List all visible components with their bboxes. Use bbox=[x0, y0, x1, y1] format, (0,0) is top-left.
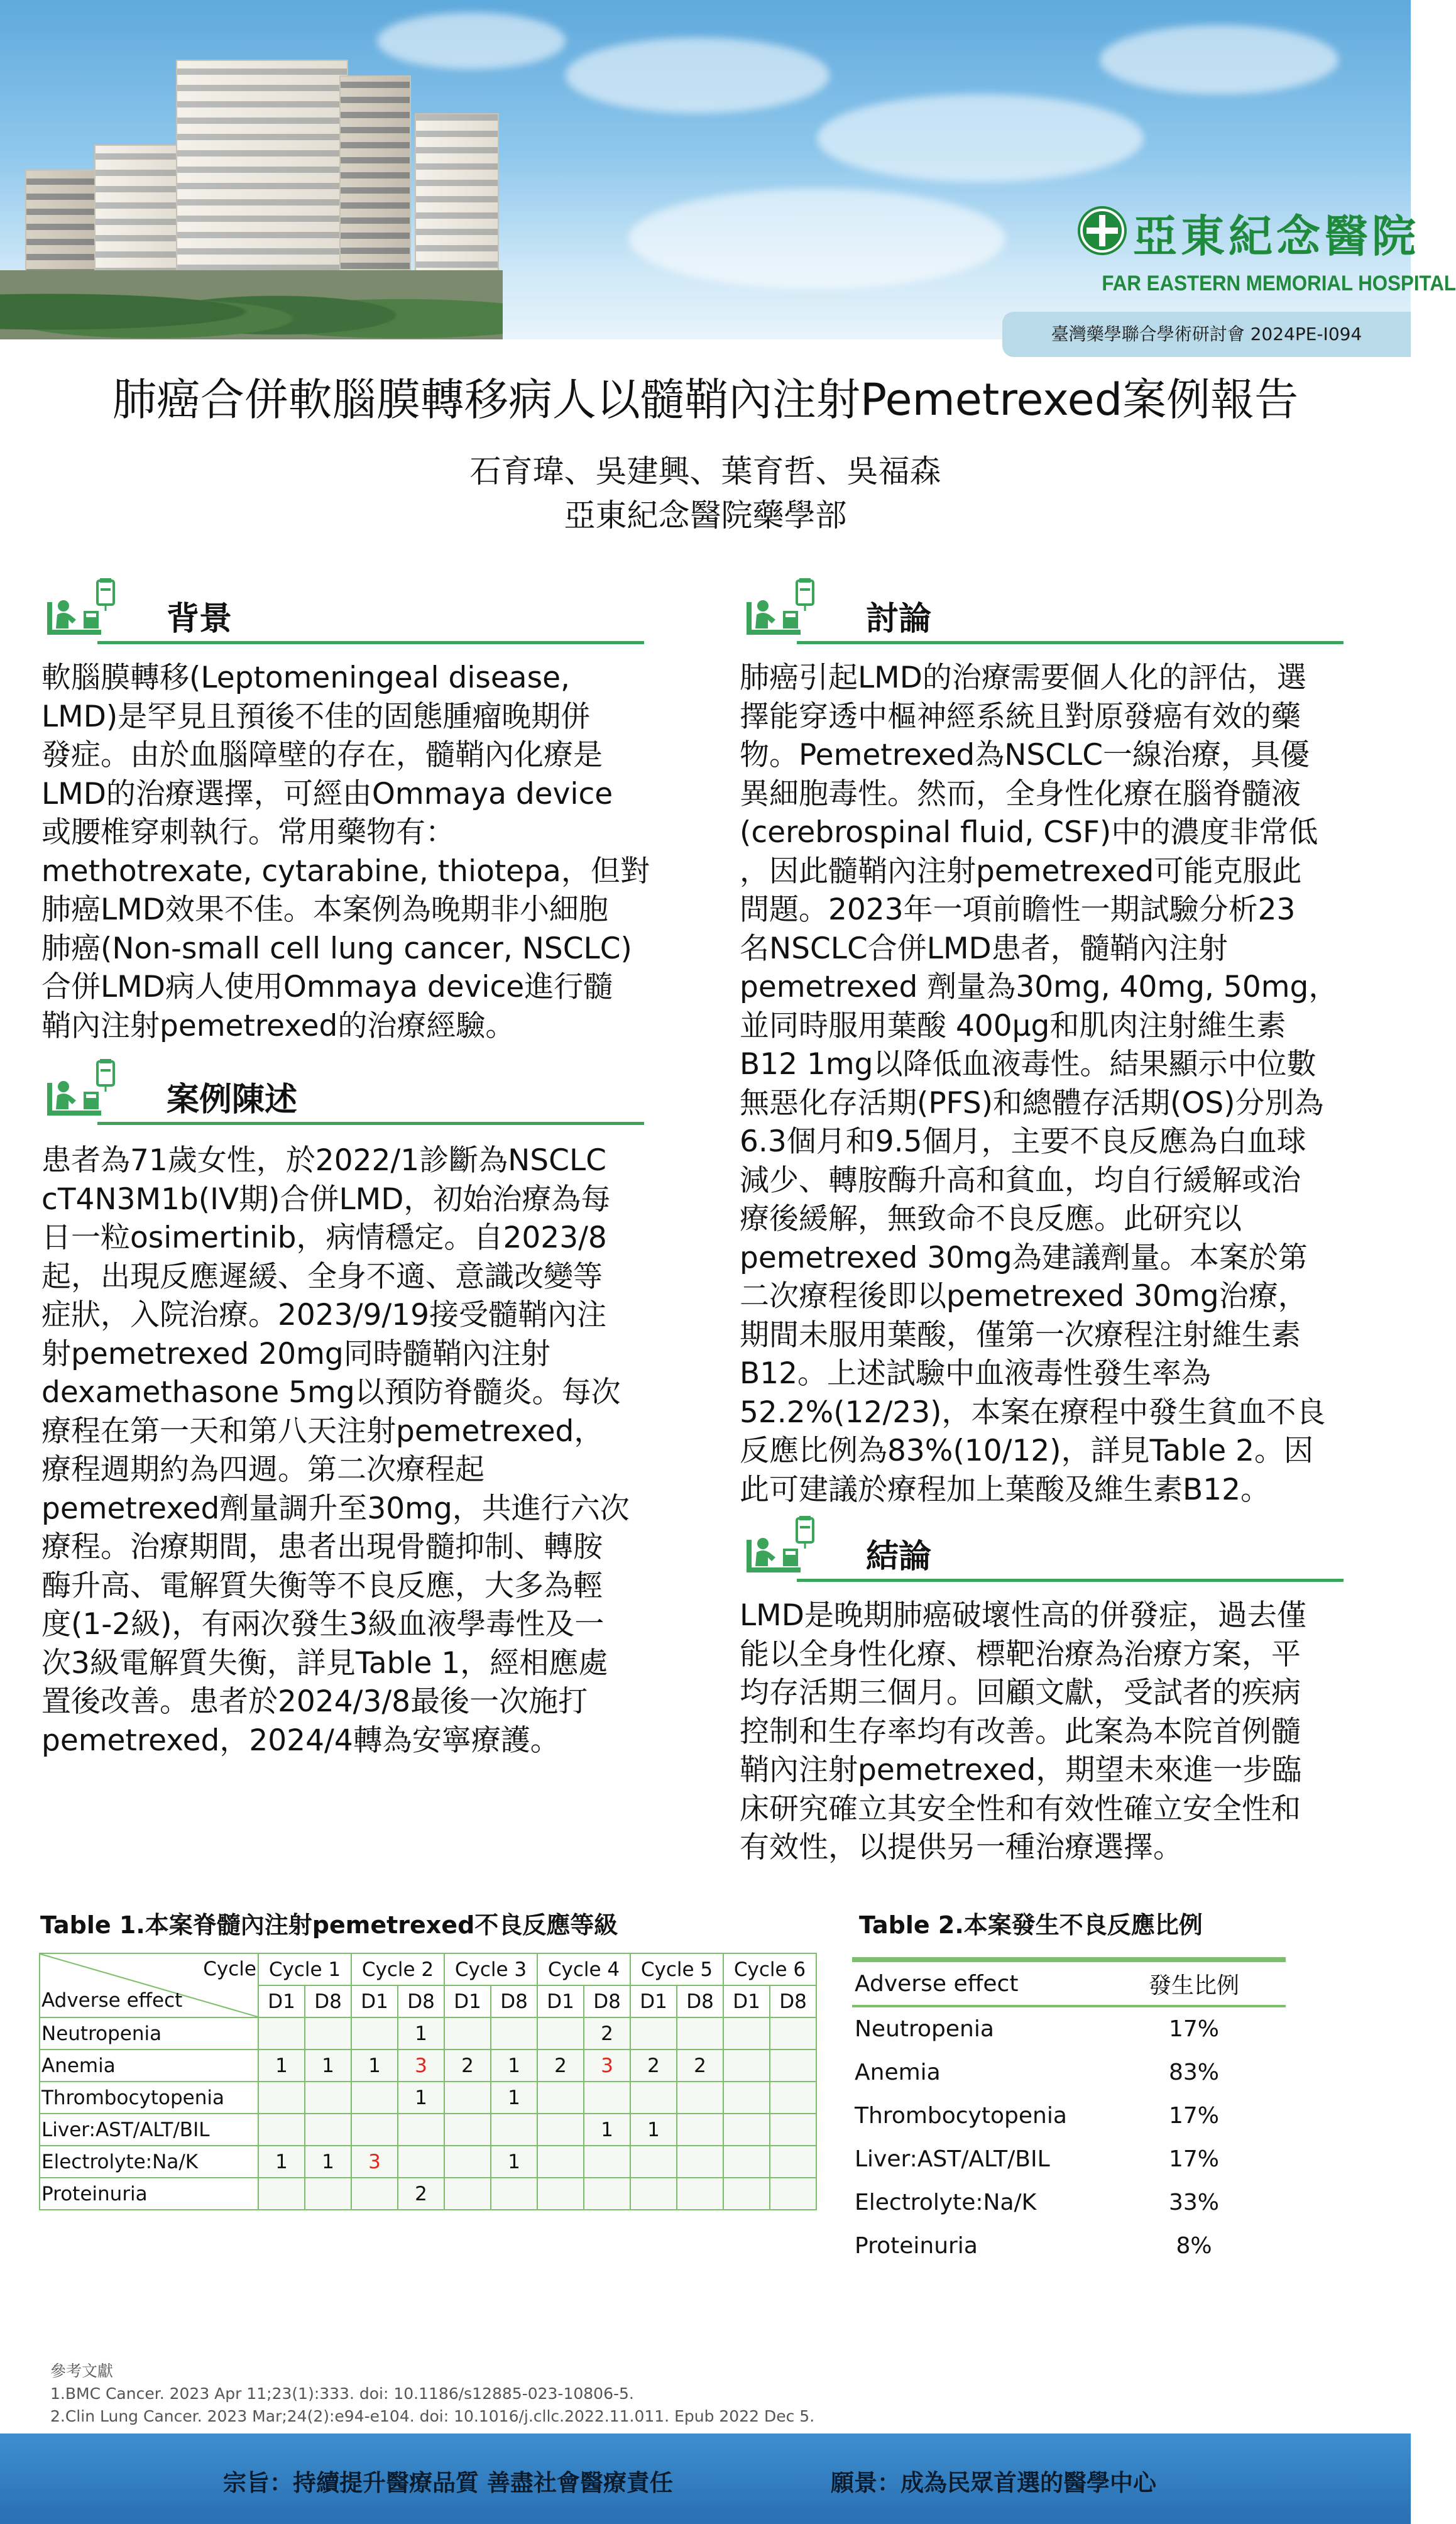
footer-banner bbox=[0, 2433, 1411, 2524]
grade-cell: 1 bbox=[398, 2082, 444, 2114]
rate-value: 83% bbox=[1168, 2060, 1219, 2085]
adverse-effect-label: Liver:AST/ALT/BIL bbox=[40, 2114, 258, 2146]
grade-cell bbox=[351, 2082, 398, 2114]
table-row bbox=[852, 2137, 1286, 2181]
grade-cell: 1 bbox=[491, 2049, 537, 2082]
adverse-effect-label: Anemia bbox=[40, 2049, 258, 2082]
table-row bbox=[40, 2017, 816, 2049]
day-header: D1 bbox=[630, 1985, 677, 2017]
hospital-logo bbox=[1078, 201, 1456, 302]
hospital-name-en: FAR EASTERN MEMORIAL HOSPITAL bbox=[1102, 272, 1456, 295]
grade-cell bbox=[677, 2146, 723, 2178]
background-text: 軟腦膜轉移(Leptomeningeal disease, LMD)是罕見且預後不佳的固態腫瘤晚期併 發症。由於血腦障壁的存在，髓鞘內化療是 LMD的治療選擇，可經由Ommaya device 或腰椎穿刺執行。常用藥物有： methotrexate, cytarabine, thiotepa，但對 肺癌LMD效果不佳。本案例為晚期非小細胞 肺癌(Non-small cell lung cancer, NSCLC) 合併LMD病人使用Ommaya device進行髓 鞘內注射pemetrexed的治療經驗。 bbox=[41, 661, 650, 1043]
grade-cell: 1 bbox=[258, 2049, 305, 2082]
reference-item: 1.BMC Cancer. 2023 Apr 11;23(1):333. doi: 10.1186/s12885-023-10806-5. bbox=[50, 2384, 634, 2403]
grade-cell: 1 bbox=[491, 2146, 537, 2178]
adverse-effect-label: Thrombocytopenia bbox=[855, 2103, 1067, 2129]
grade-cell bbox=[305, 2017, 351, 2049]
authors: 石育瑋、吳建興、葉育哲、吳福森 bbox=[469, 453, 941, 490]
pharmacist-icon bbox=[747, 1516, 816, 1579]
grade-cell bbox=[677, 2017, 723, 2049]
day-header: D8 bbox=[584, 1985, 630, 2017]
grade-cell bbox=[258, 2114, 305, 2146]
table-top-rule bbox=[852, 1957, 1286, 1962]
header-banner bbox=[0, 0, 1456, 339]
adverse-effect-label: Proteinuria bbox=[40, 2178, 258, 2210]
grade-cell: 2 bbox=[537, 2049, 584, 2082]
grade-cell bbox=[723, 2178, 770, 2210]
table-row bbox=[852, 2094, 1286, 2137]
adverse-effect-label: Proteinuria bbox=[855, 2233, 978, 2259]
grade-cell bbox=[305, 2114, 351, 2146]
grade-cell bbox=[630, 2178, 677, 2210]
grade-cell bbox=[770, 2146, 816, 2178]
adverse-effect-label: Anemia bbox=[855, 2060, 941, 2085]
table-row bbox=[40, 2082, 816, 2114]
grade-cell bbox=[351, 2178, 398, 2210]
section-title-conclusion: 結論 bbox=[866, 1538, 932, 1576]
table-corner-cell: Cycle Adverse effect bbox=[40, 1953, 258, 2017]
grade-cell bbox=[537, 2082, 584, 2114]
grade-cell bbox=[258, 2082, 305, 2114]
poster-title: 肺癌合併軟腦膜轉移病人以髓鞘內注射Pemetrexed案例報告 bbox=[112, 374, 1299, 425]
grade-cell: 1 bbox=[305, 2146, 351, 2178]
table-row bbox=[40, 2049, 816, 2082]
table-row bbox=[40, 2178, 816, 2210]
grade-cell bbox=[723, 2114, 770, 2146]
section-title-background: 背景 bbox=[167, 600, 233, 638]
hospital-emblem-icon bbox=[1078, 206, 1127, 255]
adverse-effect-label: Liver:AST/ALT/BIL bbox=[855, 2146, 1050, 2172]
day-header: D1 bbox=[723, 1985, 770, 2017]
adverse-effect-rate-table bbox=[852, 1957, 1286, 2268]
grade-cell bbox=[677, 2178, 723, 2210]
cycle-header: Cycle 5 bbox=[630, 1953, 723, 1985]
grade-cell bbox=[630, 2017, 677, 2049]
affiliation: 亞東紀念醫院藥學部 bbox=[564, 497, 847, 534]
grade-cell bbox=[537, 2017, 584, 2049]
section-divider bbox=[97, 1122, 644, 1125]
day-header: D1 bbox=[444, 1985, 491, 2017]
table2-caption: Table 2.本案發生不良反應比例 bbox=[859, 1911, 1203, 1939]
grade-cell bbox=[630, 2146, 677, 2178]
column-header: Adverse effect bbox=[855, 1970, 1019, 1997]
grade-cell bbox=[258, 2178, 305, 2210]
grade-cell bbox=[351, 2017, 398, 2049]
grade-cell bbox=[305, 2082, 351, 2114]
grade-cell bbox=[258, 2017, 305, 2049]
rate-value: 17% bbox=[1168, 2016, 1219, 2042]
grade-cell bbox=[770, 2049, 816, 2082]
grade-cell bbox=[677, 2082, 723, 2114]
day-header: D8 bbox=[491, 1985, 537, 2017]
adverse-effect-grade-table bbox=[39, 1953, 817, 2210]
hospital-name-cn: 亞東紀念醫院 bbox=[1133, 210, 1420, 262]
grade-cell: 3 bbox=[584, 2049, 630, 2082]
section-divider bbox=[797, 641, 1344, 644]
grade-cell: 1 bbox=[398, 2017, 444, 2049]
rate-value: 17% bbox=[1168, 2146, 1219, 2172]
table-row bbox=[852, 2224, 1286, 2268]
section-title-case: 案例陳述 bbox=[167, 1081, 298, 1119]
grade-cell bbox=[444, 2082, 491, 2114]
case-text: 患者為71歲女性，於2022/1診斷為NSCLC cT4N3M1b(IV期)合併LMD，初始治療為每 日一粒osimertinib，病情穩定。自2023/8 起，出現反應遲緩、全身不適、意識改變等 症狀，入院治療。2023/9/19接受髓鞘內注 射pemetrexed 20mg同時髓鞘內注射 dexamethasone 5mg以預防脊髓炎。每次 療程在第一天和第八天注射pemetrexed， 療程週期約為四週。第二次療程起 pemetrexed劑量調升至30mg，共進行六次 療程。治療期間，患者出現骨髓抑制、轉胺 酶升高、電解質失衡等不良反應，大多為輕 度(1-2級)，有兩次發生3級血液學毒性及一 次3級電解質失衡，詳見Table 1，經相應處 置後改善。患者於2024/3/8最後一次施打 pemetrexed，2024/4轉為安寧療護。 bbox=[41, 1143, 630, 1758]
day-header: D1 bbox=[351, 1985, 398, 2017]
grade-cell bbox=[537, 2146, 584, 2178]
conclusion-text: LMD是晚期肺癌破壞性高的併發症，過去僅 能以全身性化療、標靶治療為治療方案，平 均存活期三個月。回顧文獻，受試者的疾病 控制和生存率均有改善。此案為本院首例髓 鞘內注射pemetrexed，期望未來進一步臨 床研究確立其安全性和有效性確立安全性和 有效性，以提供另一種治療選擇。 bbox=[740, 1598, 1306, 1865]
grade-cell bbox=[537, 2178, 584, 2210]
grade-cell bbox=[305, 2178, 351, 2210]
day-header: D1 bbox=[258, 1985, 305, 2017]
cycle-header: Cycle 1 bbox=[258, 1953, 351, 1985]
grade-cell: 2 bbox=[398, 2178, 444, 2210]
table-row bbox=[40, 2146, 816, 2178]
grade-cell bbox=[537, 2114, 584, 2146]
grade-cell bbox=[584, 2146, 630, 2178]
grade-cell: 1 bbox=[258, 2146, 305, 2178]
section-header-discussion bbox=[747, 578, 1344, 647]
cycle-header: Cycle 3 bbox=[444, 1953, 537, 1985]
table-header-row bbox=[852, 1962, 1286, 2007]
table-row bbox=[852, 2181, 1286, 2224]
references-heading: 參考文獻 bbox=[50, 2362, 114, 2380]
grade-cell bbox=[351, 2114, 398, 2146]
grade-cell bbox=[444, 2114, 491, 2146]
grade-cell bbox=[723, 2146, 770, 2178]
adverse-effect-label: Electrolyte:Na/K bbox=[40, 2146, 258, 2178]
grade-cell bbox=[444, 2017, 491, 2049]
day-header: D8 bbox=[770, 1985, 816, 2017]
day-header: D8 bbox=[677, 1985, 723, 2017]
day-header: D8 bbox=[305, 1985, 351, 2017]
adverse-effect-label: Neutropenia bbox=[855, 2016, 994, 2042]
grade-cell bbox=[398, 2114, 444, 2146]
grade-cell bbox=[444, 2178, 491, 2210]
column-header: 發生比例 bbox=[1148, 1972, 1239, 1999]
section-divider bbox=[97, 641, 644, 644]
section-header-background bbox=[47, 578, 644, 647]
grade-cell: 1 bbox=[351, 2049, 398, 2082]
rate-value: 17% bbox=[1168, 2103, 1219, 2129]
grade-cell: 1 bbox=[584, 2114, 630, 2146]
grade-cell bbox=[770, 2178, 816, 2210]
grade-cell bbox=[770, 2082, 816, 2114]
table-row bbox=[852, 2051, 1286, 2094]
grade-cell: 1 bbox=[305, 2049, 351, 2082]
footer-vision: 願景：成為民眾首選的醫學中心 bbox=[831, 2469, 1156, 2496]
grade-cell bbox=[584, 2082, 630, 2114]
footer-mission: 宗旨：持續提升醫療品質 善盡社會醫療責任 bbox=[223, 2469, 673, 2496]
adverse-effect-label: Electrolyte:Na/K bbox=[855, 2190, 1037, 2215]
grade-cell bbox=[677, 2114, 723, 2146]
grade-cell: 1 bbox=[491, 2082, 537, 2114]
grade-cell: 2 bbox=[444, 2049, 491, 2082]
section-header-case bbox=[47, 1059, 644, 1128]
grade-cell: 1 bbox=[630, 2114, 677, 2146]
references bbox=[50, 2360, 814, 2428]
grade-cell bbox=[491, 2017, 537, 2049]
reference-item: 2.Clin Lung Cancer. 2023 Mar;24(2):e94-e104. doi: 10.1016/j.cllc.2022.11.011. Epub 2022 Dec 5. bbox=[50, 2407, 815, 2425]
table1-caption: Table 1.本案脊髓內注射pemetrexed不良反應等級 bbox=[40, 1911, 618, 1939]
adverse-effect-label: Thrombocytopenia bbox=[40, 2082, 258, 2114]
cycle-header: Cycle 4 bbox=[537, 1953, 630, 1985]
grade-cell bbox=[398, 2146, 444, 2178]
rate-value: 8% bbox=[1176, 2233, 1212, 2259]
section-divider bbox=[797, 1579, 1344, 1582]
table-row bbox=[40, 2114, 816, 2146]
pharmacist-icon bbox=[747, 578, 816, 641]
grade-cell bbox=[491, 2178, 537, 2210]
grade-cell: 2 bbox=[584, 2017, 630, 2049]
grade-cell bbox=[444, 2146, 491, 2178]
section-header-conclusion bbox=[747, 1516, 1344, 1585]
grade-cell bbox=[723, 2082, 770, 2114]
cycle-header: Cycle 2 bbox=[351, 1953, 444, 1985]
pharmacist-icon bbox=[47, 1059, 116, 1122]
cycle-header: Cycle 6 bbox=[723, 1953, 816, 1985]
rate-value: 33% bbox=[1168, 2190, 1219, 2215]
day-header: D8 bbox=[398, 1985, 444, 2017]
adverse-effect-label: Neutropenia bbox=[40, 2017, 258, 2049]
grade-cell: 3 bbox=[398, 2049, 444, 2082]
pharmacist-icon bbox=[47, 578, 116, 641]
discussion-text: 肺癌引起LMD的治療需要個人化的評估，選 擇能穿透中樞神經系統且對原發癌有效的藥 物。Pemetrexed為NSCLC一線治療，具優 異細胞毒性。然而，全身性化療在腦脊髓液 (cerebrospinal fluid, CSF)中的濃度非常低 ，因此髓鞘內注射pemetrexed可能克服此 問題。2023年一項前瞻性一期試驗分析23 名NSCLC合併LMD患者，髓鞘內注射 pemetrexed 劑量為30mg, 40mg, 50mg， 並同時服用葉酸 400μg和肌肉注射維生素 B12 1mg以降低血液毒性。結果顯示中位數 無惡化存活期(PFS)和總體存活期(OS)分別為 6.3個月和9.5個月，主要不良反應為白血球 減少、轉胺酶升高和貧血，均自行緩解或治 療後緩解，無致命不良反應。此研究以 pemetrexed 30mg為建議劑量。本案於第 二次療程後即以pemetrexed 30mg治療， 期間未服用葉酸，僅第一次療程注射維生素 B12。上述試驗中血液毒性發生率為 52.2%(12/23)，本案在療程中發生貧血不良 反應比例為83%(10/12)，詳見Table 2。因 此可建議於療程加上葉酸及維生素B12。 bbox=[740, 661, 1338, 1507]
section-title-discussion: 討論 bbox=[866, 600, 932, 638]
grade-cell bbox=[770, 2114, 816, 2146]
table-row bbox=[852, 2007, 1286, 2051]
grade-cell: 3 bbox=[351, 2146, 398, 2178]
grade-cell: 2 bbox=[630, 2049, 677, 2082]
grade-cell bbox=[723, 2049, 770, 2082]
grade-cell bbox=[491, 2114, 537, 2146]
grade-cell bbox=[723, 2017, 770, 2049]
grade-cell bbox=[630, 2082, 677, 2114]
grade-cell bbox=[770, 2017, 816, 2049]
day-header: D1 bbox=[537, 1985, 584, 2017]
conference-tag: 臺灣藥學聯合學術研討會 2024PE-I094 bbox=[1002, 312, 1411, 357]
grade-cell: 2 bbox=[677, 2049, 723, 2082]
grade-cell bbox=[584, 2178, 630, 2210]
